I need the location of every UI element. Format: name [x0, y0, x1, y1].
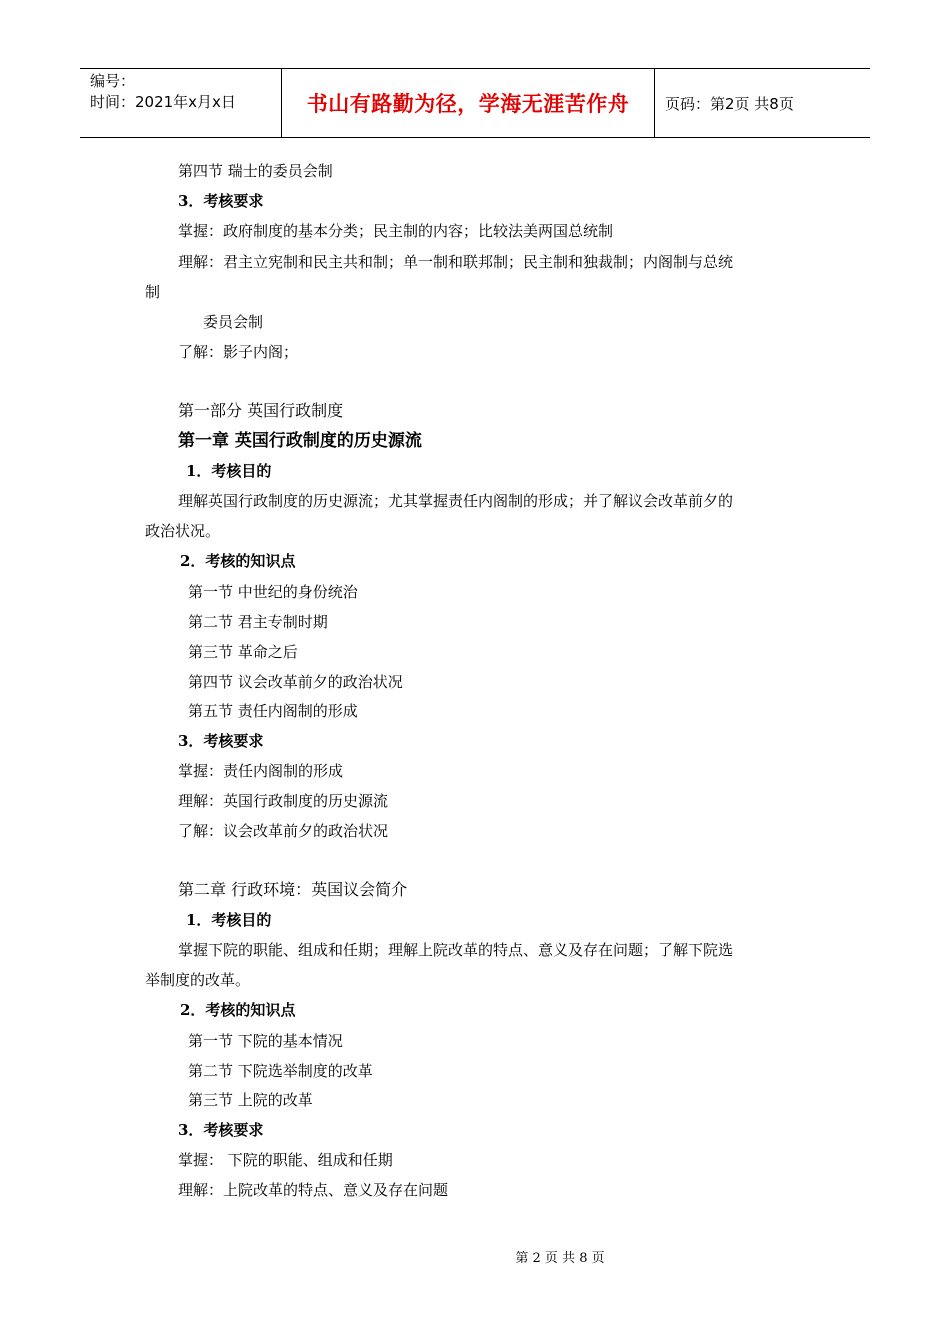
- page-header: [80, 68, 870, 138]
- number-label: 编号：: [90, 72, 136, 90]
- section-line: 第五节 责任内阁制的形成: [188, 702, 358, 720]
- chapter-heading: 第二章 行政环境：英国议会简介: [178, 880, 408, 899]
- section-line: 第二节 下院选举制度的改革: [188, 1062, 373, 1080]
- text-line: 理解：英国行政制度的历史源流: [178, 792, 389, 810]
- text-line: 掌握下院的职能、组成和任期；理解上院改革的特点、意义及存在问题；了解下院选: [178, 941, 734, 959]
- subheading: 3．考核要求: [178, 732, 264, 750]
- page-footer: [0, 1247, 950, 1266]
- text-line: 理解：君主立宪制和民主共和制；单一制和联邦制；民主制和独裁制；内阁制与总统: [178, 253, 734, 271]
- page-info: 页码：第2页 共8页: [665, 94, 794, 113]
- section-line: 第二节 君主专制时期: [188, 613, 328, 631]
- section-line: 第四节 瑞士的委员会制: [178, 162, 333, 180]
- text-line: 掌握：责任内阁制的形成: [178, 762, 344, 780]
- text-line: 委员会制: [203, 313, 264, 331]
- subheading: 3．考核要求: [178, 1121, 264, 1139]
- footer-page-number: 第 2 页 共 8 页: [515, 1251, 605, 1266]
- header-motto-cell: [282, 69, 655, 137]
- text-line: 掌握：政府制度的基本分类；民主制的内容；比较法美两国总统制: [178, 222, 614, 240]
- part-heading: 第一部分 英国行政制度: [178, 401, 344, 420]
- section-line: 第三节 革命之后: [188, 643, 298, 661]
- subheading: 2．考核的知识点: [180, 1001, 296, 1019]
- text-line: 制: [145, 283, 161, 301]
- text-line: 理解英国行政制度的历史源流；尤其掌握责任内阁制的形成；并了解议会改革前夕的: [178, 492, 734, 510]
- text-line: 举制度的改革。: [145, 971, 251, 989]
- subheading: 1．考核目的: [186, 462, 272, 480]
- chapter-heading: 第一章 英国行政制度的历史源流: [178, 431, 422, 451]
- subheading: 1．考核目的: [186, 911, 272, 929]
- text-line: 掌握： 下院的职能、组成和任期: [178, 1151, 393, 1169]
- section-line: 第三节 上院的改革: [188, 1091, 313, 1109]
- subheading: 2．考核的知识点: [180, 552, 296, 570]
- text-line: 政治状况。: [145, 522, 221, 540]
- text-line: 了解：影子内阁；: [178, 343, 299, 361]
- section-line: 第一节 下院的基本情况: [188, 1032, 343, 1050]
- section-line: 第四节 议会改革前夕的政治状况: [188, 673, 403, 691]
- motto: 书山有路勤为径，学海无涯苦作舟: [306, 92, 630, 116]
- time-label: 时间：2021年x月x日: [90, 93, 236, 111]
- section-line: 第一节 中世纪的身份统治: [188, 583, 358, 601]
- header-page-cell: [655, 69, 870, 137]
- text-line: 了解：议会改革前夕的政治状况: [178, 822, 389, 840]
- header-meta: [80, 69, 282, 137]
- text-line: 理解：上院改革的特点、意义及存在问题: [178, 1181, 449, 1199]
- subheading: 3．考核要求: [178, 192, 264, 210]
